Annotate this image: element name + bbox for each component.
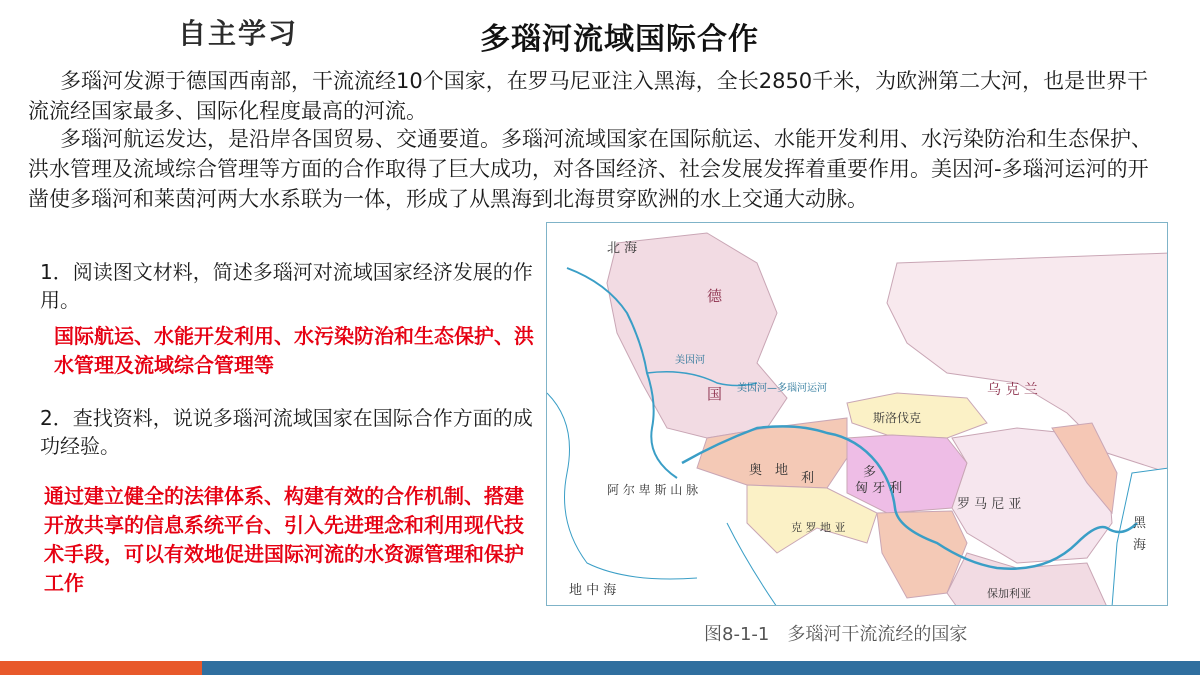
map-caption: 图8-1-1 多瑙河干流流经的国家 [704, 624, 968, 645]
map-label-black-sea: 黑 海 [1133, 516, 1147, 553]
map-label-danube: 多 [863, 465, 877, 480]
question-2: 2．查找资料，说说多瑙河流域国家在国际合作方面的成功经验。 [40, 406, 533, 458]
section-label: 自主学习 [178, 17, 299, 50]
answer-2: 通过建立健全的法律体系、构建有效的合作机制、搭建开放共享的信息系统平台、引入先进理念和利用现代技术手段，可以有效地促进国际河流的水资源管理和保护工作 [44, 484, 524, 595]
map-label-hungary: 匈 牙 利 [855, 481, 903, 496]
map-label-ukraine: 乌 克 兰 [987, 382, 1038, 398]
intro-paragraph-2: 多瑙河航运发达，是沿岸各国贸易、交通要道。多瑙河流域国家在国际航运、水能开发利用、水污染防治和生态保护、洪水管理及流域综合管理等方面的合作取得了巨大成功，对各国经济、社会发展发挥着重要作用。美因河-多瑙河运河的开凿使多瑙河和莱茵河两大水系联为一体，形成了从黑海到北海贯穿欧洲的水上交通大动脉。 [28, 127, 1152, 211]
page-title: 多瑙河流域国际合作 [480, 22, 759, 57]
map-label-north-sea: 北 海 [607, 241, 638, 256]
map-label-canal: 美因河—多瑙河运河 [737, 383, 827, 394]
map-graphic [547, 223, 1168, 606]
answer-1: 国际航运、水能开发利用、水污染防治和生态保护、洪水管理及流域综合管理等 [54, 324, 534, 377]
intro-paragraph-1: 多瑙河发源于德国西南部，干流流经10个国家，在罗马尼亚注入黑海，全长2850千米，为欧洲第二大河，也是世界干流流经国家最多、国际化程度最高的河流。 [28, 69, 1149, 123]
map-label-mediterranean: 地 中 海 [569, 583, 617, 598]
map-label-austria-2: 地 [775, 463, 789, 478]
danube-map [546, 222, 1168, 606]
map-label-austria-3: 利 [801, 471, 815, 486]
map-label-romania: 罗 马 尼 亚 [957, 497, 1022, 512]
map-label-croatia: 克 罗 地 亚 [791, 521, 846, 534]
map-label-germany-country: 国 [707, 385, 723, 403]
map-label-slovakia: 斯洛伐克 [873, 411, 922, 425]
footer-accent-right [202, 661, 1200, 675]
footer-accent-left [0, 661, 202, 675]
map-label-main-river: 美因河 [675, 355, 705, 366]
map-label-germany: 德 [707, 287, 723, 305]
map-label-bulgaria: 保加利亚 [987, 587, 1031, 600]
question-1: 1．阅读图文材料，简述多瑙河对流域国家经济发展的作用。 [40, 260, 533, 312]
map-label-alps: 阿 尔 卑 斯 山 脉 [607, 483, 699, 497]
map-label-austria-1: 奥 [749, 463, 763, 478]
